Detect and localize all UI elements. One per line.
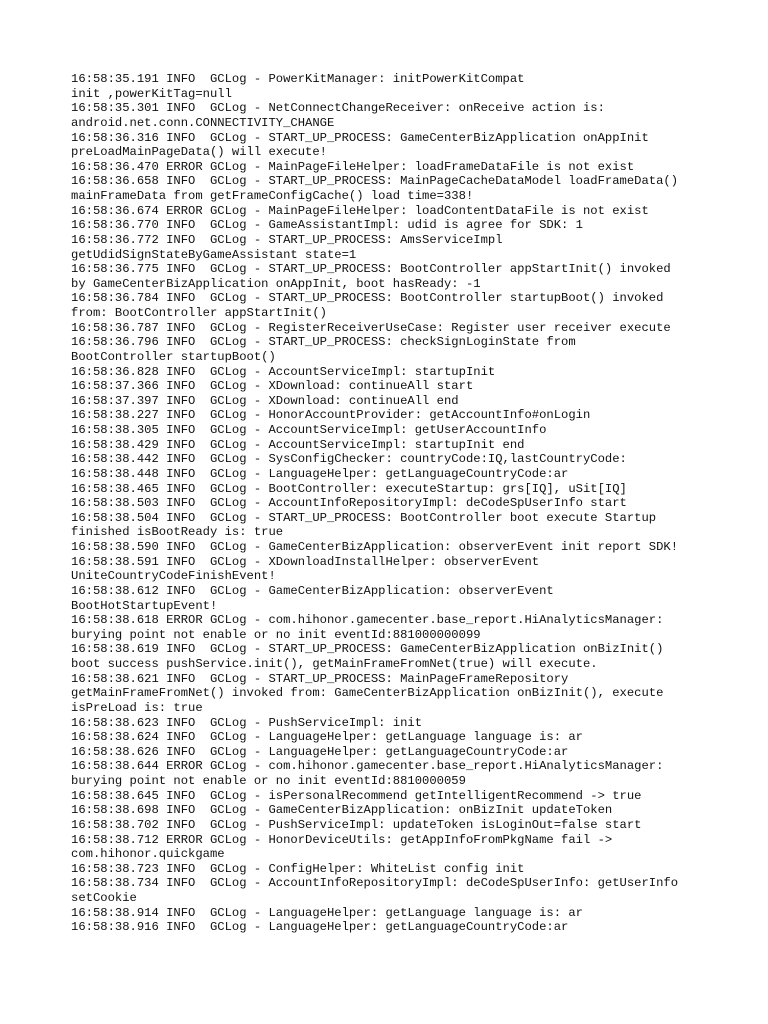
log-line: 16:58:38.723 INFO GCLog - ConfigHelper: WhiteList config init xyxy=(71,861,525,876)
log-line: 16:58:38.734 INFO GCLog - AccountInfoRepositoryImpl: deCodeSpUserInfo: getUserInfo xyxy=(71,876,679,891)
log-line: 16:58:38.644 ERROR GCLog - com.hihonor.gamecenter.base_report.HiAnalyticsManager: xyxy=(71,759,664,774)
log-line: UniteCountryCodeFinishEvent! xyxy=(71,569,276,584)
log-line: 16:58:38.429 INFO GCLog - AccountServiceImpl: startupInit end xyxy=(71,437,525,452)
log-line: android.net.conn.CONNECTIVITY_CHANGE xyxy=(71,115,335,130)
log-line: 16:58:36.658 INFO GCLog - START_UP_PROCESS: MainPageCacheDataModel loadFrameData() xyxy=(71,174,679,189)
log-line: com.hihonor.quickgame xyxy=(71,847,225,862)
log-line: 16:58:36.674 ERROR GCLog - MainPageFileHelper: loadContentDataFile is not exist xyxy=(71,203,649,218)
log-line: 16:58:38.503 INFO GCLog - AccountInfoRepositoryImpl: deCodeSpUserInfo start xyxy=(71,496,627,511)
log-line: burying point not enable or no init eventId:881000000099 xyxy=(71,627,481,642)
log-line: 16:58:38.619 INFO GCLog - START_UP_PROCESS: GameCenterBizApplication onBizInit() xyxy=(71,642,664,657)
log-line: 16:58:38.624 INFO GCLog - LanguageHelper: getLanguage language is: ar xyxy=(71,730,583,745)
log-line: BootHotStartupEvent! xyxy=(71,598,218,613)
log-line: 16:58:37.397 INFO GCLog - XDownload: continueAll end xyxy=(71,393,459,408)
log-line: finished isBootReady is: true xyxy=(71,525,284,540)
log-line: 16:58:36.787 INFO GCLog - RegisterReceiverUseCase: Register user receiver execute xyxy=(71,320,671,335)
log-line: burying point not enable or no init eventId:8810000059 xyxy=(71,774,466,788)
log-line: from: BootController appStartInit() xyxy=(71,306,327,320)
log-line: 16:58:38.712 ERROR GCLog - HonorDeviceUtils: getAppInfoFromPkgName fail -> xyxy=(71,832,613,847)
log-line: 16:58:36.470 ERROR GCLog - MainPageFileHelper: loadFrameDataFile is not exist xyxy=(71,159,635,174)
log-line: getMainFrameFromNet() invoked from: GameCenterBizApplication onBizInit(), execute xyxy=(71,686,664,701)
log-line: by GameCenterBizApplication onAppInit, boot hasReady: -1 xyxy=(71,276,481,291)
log-line: 16:58:38.623 INFO GCLog - PushServiceImpl: init xyxy=(71,715,423,730)
log-line: 16:58:38.626 INFO GCLog - LanguageHelper: getLanguageCountryCode:ar xyxy=(71,744,569,759)
log-line: 16:58:38.591 INFO GCLog - XDownloadInstallHelper: observerEvent xyxy=(71,554,540,569)
log-line: 16:58:38.612 INFO GCLog - GameCenterBizApplication: observerEvent xyxy=(71,583,554,598)
log-line: getUdidSignStateByGameAssistant state=1 xyxy=(71,247,357,262)
log-line: 16:58:38.702 INFO GCLog - PushServiceImpl: updateToken isLoginOut=false start xyxy=(71,817,642,832)
log-line: 16:58:35.191 INFO GCLog - PowerKitManager: initPowerKitCompat xyxy=(71,72,525,86)
log-line: 16:58:38.227 INFO GCLog - HonorAccountProvider: getAccountInfo#onLogin xyxy=(71,408,591,423)
log-line: 16:58:38.465 INFO GCLog - BootController: executeStartup: grs[IQ], uSit[IQ] xyxy=(71,481,627,496)
log-line: 16:58:36.770 INFO GCLog - GameAssistantImpl: udid is agree for SDK: 1 xyxy=(71,218,583,233)
log-line: 16:58:38.448 INFO GCLog - LanguageHelper: getLanguageCountryCode:ar xyxy=(71,466,569,481)
log-line: 16:58:38.618 ERROR GCLog - com.hihonor.gamecenter.base_report.HiAnalyticsManager: xyxy=(71,613,664,628)
log-line: init ,powerKitTag=null xyxy=(71,86,232,101)
log-line: 16:58:35.301 INFO GCLog - NetConnectChangeReceiver: onReceive action is: xyxy=(71,101,605,116)
log-line: 16:58:38.590 INFO GCLog - GameCenterBizApplication: observerEvent init report SDK! xyxy=(71,540,679,554)
log-line: BootController startupBoot() xyxy=(71,349,276,364)
log-line: 16:58:36.316 INFO GCLog - START_UP_PROCESS: GameCenterBizApplication onAppInit xyxy=(71,130,649,145)
log-text-block xyxy=(71,72,711,935)
log-line: 16:58:38.305 INFO GCLog - AccountServiceImpl: getUserAccountInfo xyxy=(71,423,547,437)
log-line: 16:58:38.916 INFO GCLog - LanguageHelper: getLanguageCountryCode:ar xyxy=(71,920,569,935)
log-line: boot success pushService.init(), getMainFrameFromNet(true) will execute. xyxy=(71,657,598,671)
log-line: mainFrameData from getFrameConfigCache() load time=338! xyxy=(71,189,474,203)
log-line: 16:58:38.914 INFO GCLog - LanguageHelper: getLanguage language is: ar xyxy=(71,905,583,920)
log-line: 16:58:38.698 INFO GCLog - GameCenterBizApplication: onBizInit updateToken xyxy=(71,803,613,818)
log-line: 16:58:36.784 INFO GCLog - START_UP_PROCESS: BootController startupBoot() invoked xyxy=(71,291,664,306)
log-line: 16:58:38.645 INFO GCLog - isPersonalRecommend getIntelligentRecommend -> true xyxy=(71,788,642,803)
log-line: 16:58:36.828 INFO GCLog - AccountServiceImpl: startupInit xyxy=(71,364,496,379)
log-line: 16:58:38.621 INFO GCLog - START_UP_PROCESS: MainPageFrameRepository xyxy=(71,671,569,686)
log-line: 16:58:36.772 INFO GCLog - START_UP_PROCESS: AmsServiceImpl xyxy=(71,232,503,247)
log-line: 16:58:36.775 INFO GCLog - START_UP_PROCESS: BootController appStartInit() invoked xyxy=(71,262,671,277)
log-line: 16:58:36.796 INFO GCLog - START_UP_PROCESS: checkSignLoginState from xyxy=(71,335,576,350)
log-line: setCookie xyxy=(71,891,137,905)
log-line: preLoadMainPageData() will execute! xyxy=(71,145,327,160)
log-line: 16:58:38.504 INFO GCLog - START_UP_PROCESS: BootController boot execute Startup xyxy=(71,510,657,525)
log-line: isPreLoad is: true xyxy=(71,700,203,715)
log-line: 16:58:38.442 INFO GCLog - SysConfigChecker: countryCode:IQ,lastCountryCode: xyxy=(71,452,627,467)
log-line: 16:58:37.366 INFO GCLog - XDownload: continueAll start xyxy=(71,379,474,394)
